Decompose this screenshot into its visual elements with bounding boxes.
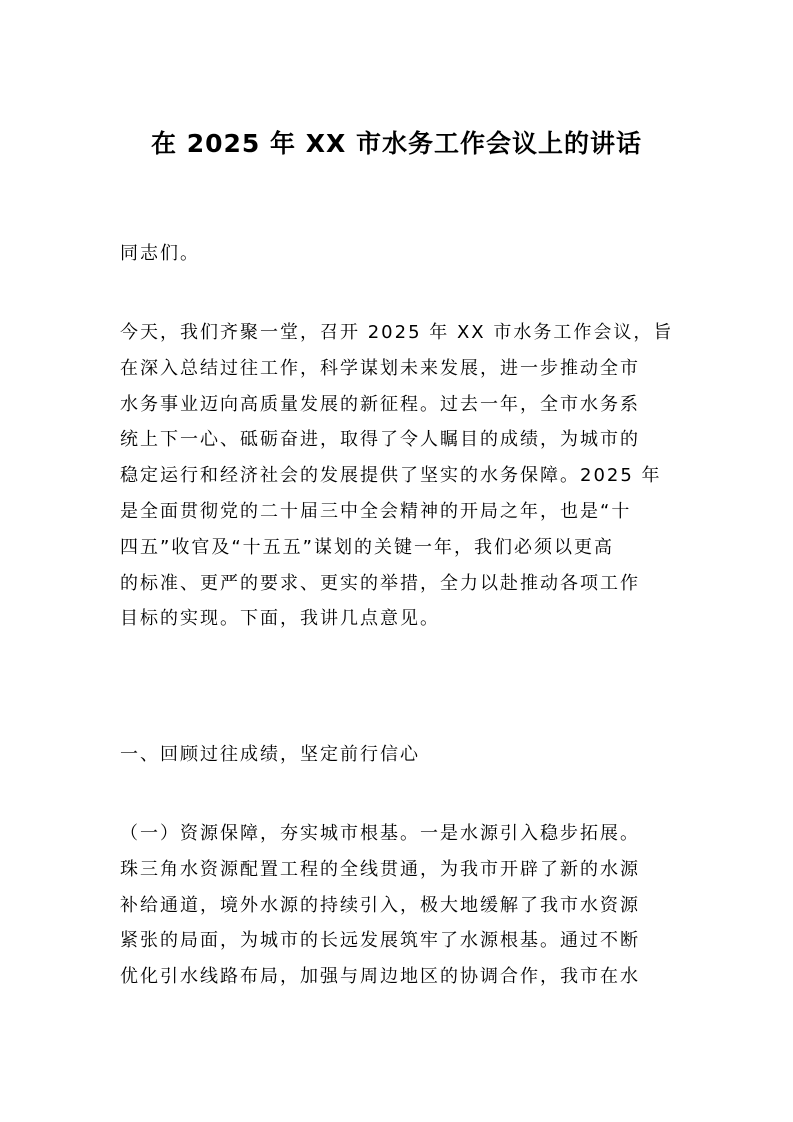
paragraph-line: 统上下一心、砥砺奋进，取得了令人瞩目的成绩，为城市的 — [120, 429, 640, 451]
paragraph-line: 稳定运行和经济社会的发展提供了坚实的水务保障。2025 年 — [120, 465, 662, 487]
paragraph-line: 的标准、更严的要求、更实的举措，全力以赴推动各项工作 — [120, 572, 640, 594]
paragraph-line: （一）资源保障，夯实城市根基。一是水源引入稳步拓展。 — [120, 823, 640, 844]
paragraph-resource-guarantee — [120, 816, 680, 995]
paragraph-intro — [120, 315, 680, 637]
section-heading-1 — [120, 737, 680, 773]
paragraph-line: 是全面贯彻党的二十届三中全会精神的开局之年，也是“十 — [120, 500, 632, 522]
paragraph-line: 水务事业迈向高质量发展的新征程。过去一年，全市水务系 — [120, 393, 640, 415]
paragraph-line: 四五”收官及“十五五”谋划的关键一年，我们必须以更高 — [120, 536, 614, 558]
paragraph-line: 优化引水线路布局，加强与周边地区的协调合作，我市在水 — [120, 966, 640, 988]
document-title: 在 2025 年 XX 市水务工作会议上的讲话 — [151, 129, 642, 158]
paragraph-line: 今天，我们齐聚一堂，召开 2025 年 XX 市水务工作会议，旨 — [120, 322, 674, 343]
paragraph-line: 目标的实现。下面，我讲几点意见。 — [120, 608, 440, 630]
paragraph-line: 珠三角水资源配置工程的全线贯通，为我市开辟了新的水源 — [120, 858, 640, 880]
paragraph-line: 在深入总结过往工作，科学谋划未来发展，进一步推动全市 — [120, 357, 640, 379]
greeting — [120, 236, 680, 272]
greeting-text: 同志们。 — [120, 243, 200, 264]
paragraph-line: 补给通道，境外水源的持续引入，极大地缓解了我市水资源 — [120, 894, 640, 916]
paragraph-line: 紧张的局面，为城市的长远发展筑牢了水源根基。通过不断 — [120, 930, 640, 952]
section-heading-text: 一、回顾过往成绩，坚定前行信心 — [120, 744, 420, 765]
